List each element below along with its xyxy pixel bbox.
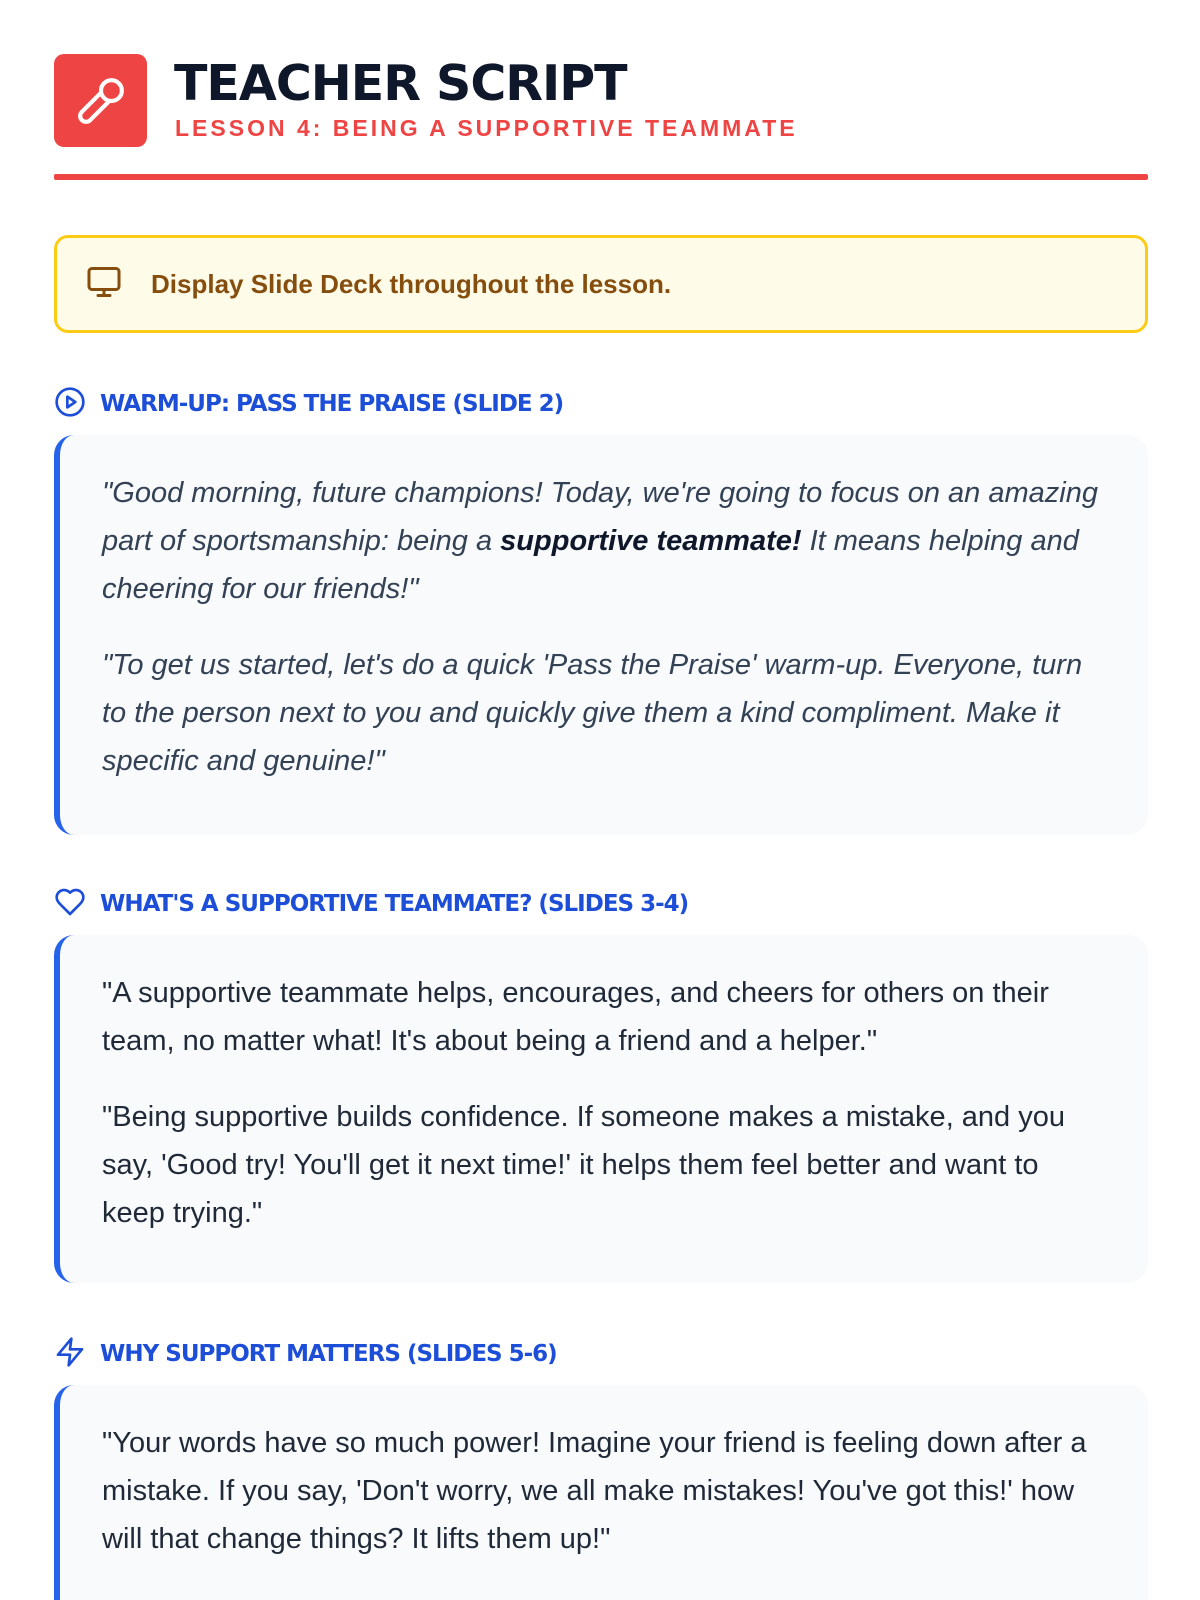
monitor-icon: [85, 264, 123, 305]
script-paragraph: "Your words have so much power! Imagine your friend is feeling down after a mistake. If you say, 'Don't worry, we all make mistakes! You've got this!' how will that change things? It lifts them up!": [102, 1427, 1087, 1555]
section-heading-why-support-matters: [54, 1334, 557, 1374]
display-note: [54, 235, 1148, 333]
section-title: WARM-UP: PASS THE PRAISE (SLIDE 2): [100, 391, 564, 417]
emphasis-text: supportive teammate!: [500, 525, 802, 557]
script-card-why-support-matters: [54, 1385, 1148, 1600]
script-text: It means helping and cheering for our friends!": [102, 525, 1079, 605]
section-heading-warm-up: [54, 384, 563, 424]
script-paragraph: "Being supportive builds confidence. If someone makes a mistake, and you say, 'Good try! You'll get it next time!' it helps them feel better and want to keep trying.": [102, 1101, 1066, 1229]
section-title: WHY SUPPORT MATTERS (SLIDES 5-6): [100, 1341, 557, 1367]
lightning-icon: [54, 1336, 86, 1373]
header-divider: [54, 174, 1148, 180]
heart-icon: [54, 886, 86, 923]
section-heading-supportive-teammate: [54, 884, 688, 924]
page-title: TEACHER SCRIPT: [174, 55, 627, 112]
script-card-supportive-teammate: [54, 935, 1148, 1283]
script-card-warm-up: [54, 435, 1148, 835]
play-circle-icon: [54, 386, 86, 423]
header: [54, 54, 1148, 182]
lesson-subtitle: LESSON 4: BEING A SUPPORTIVE TEAMMATE: [175, 115, 798, 141]
section-title: WHAT'S A SUPPORTIVE TEAMMATE? (SLIDES 3-4): [100, 891, 689, 917]
microphone-icon: [54, 54, 147, 147]
note-text: Display Slide Deck throughout the lesson.: [151, 268, 672, 299]
script-text: "Good morning, future champions! Today, we're going to focus on an amazing part of sportsmanship: being a: [102, 477, 1098, 557]
script-paragraph: "A supportive teammate helps, encourages, and cheers for others on their team, no matter what! It's about being a friend and a helper.": [102, 977, 1049, 1057]
script-paragraph: "To get us started, let's do a quick 'Pass the Praise' warm-up. Everyone, turn to the person next to you and quickly give them a kind compliment. Make it specific and genuine!": [102, 649, 1083, 777]
script-paragraph: [102, 469, 1108, 613]
